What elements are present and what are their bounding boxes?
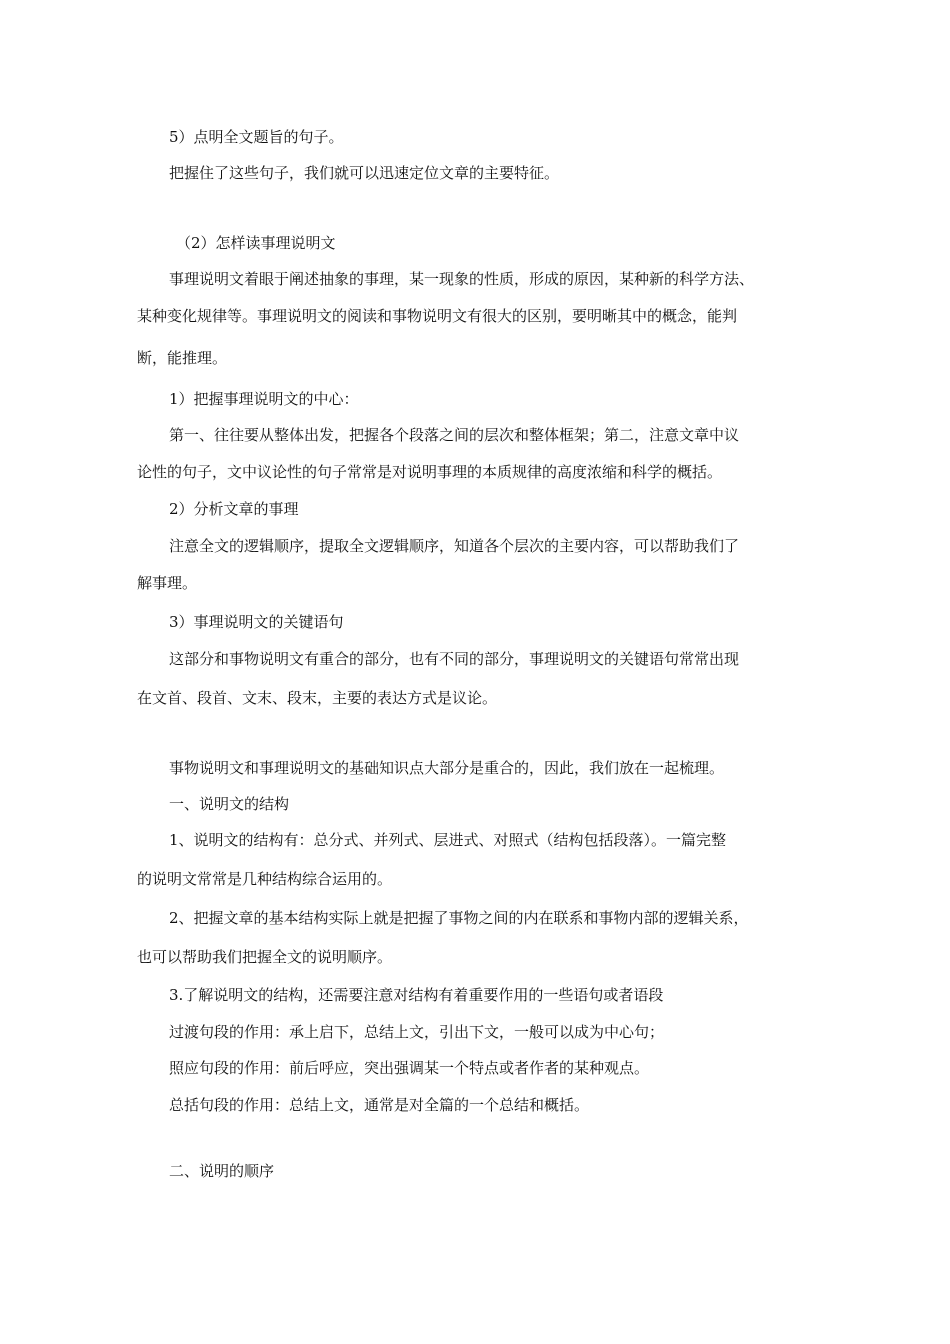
text-line: 1、说明文的结构有：总分式、并列式、层进式、对照式（结构包括段落）。一篇完整 bbox=[169, 831, 727, 849]
text-line: 第一、往往要从整体出发，把握各个段落之间的层次和整体框架；第二，注意文章中议 bbox=[169, 426, 740, 444]
text-line: 的说明文常常是几种结构综合运用的。 bbox=[137, 870, 393, 888]
text-line: 解事理。 bbox=[137, 574, 198, 592]
text-line: 过渡句段的作用：承上启下，总结上文，引出下文，一般可以成为中心句； bbox=[169, 1023, 665, 1041]
text-line: 3.了解说明文的结构，还需要注意对结构有着重要作用的一些语句或者语段 bbox=[169, 986, 664, 1004]
subheading: 2）分析文章的事理 bbox=[169, 500, 299, 518]
text-line: 事物说明文和事理说明文的基础知识点大部分是重合的，因此，我们放在一起梳理。 bbox=[169, 759, 725, 777]
section-heading: 二、说明的顺序 bbox=[169, 1162, 275, 1180]
subheading: 1）把握事理说明文的中心： bbox=[169, 390, 359, 408]
text-line: 在文首、段首、文末、段末，主要的表达方式是议论。 bbox=[137, 689, 498, 707]
text-line: 5）点明全文题旨的句子。 bbox=[169, 128, 344, 146]
section-heading: 一、说明文的结构 bbox=[169, 795, 290, 813]
subheading: 3）事理说明文的关键语句 bbox=[169, 613, 344, 631]
text-line: 注意全文的逻辑顺序，提取全文逻辑顺序，知道各个层次的主要内容，可以帮助我们了 bbox=[169, 537, 740, 555]
text-line: 这部分和事物说明文有重合的部分，也有不同的部分，事理说明文的关键语句常常出现 bbox=[169, 650, 740, 668]
text-line: 某种变化规律等。事理说明文的阅读和事物说明文有很大的区别，要明晰其中的概念，能判 bbox=[137, 307, 738, 325]
text-line: 也可以帮助我们把握全文的说明顺序。 bbox=[137, 948, 393, 966]
text-line: 把握住了这些句子，我们就可以迅速定位文章的主要特征。 bbox=[169, 164, 560, 182]
text-line: 总括句段的作用：总结上文，通常是对全篇的一个总结和概括。 bbox=[169, 1096, 590, 1114]
text-line: 断，能推理。 bbox=[137, 349, 228, 367]
section-heading: （2）怎样读事理说明文 bbox=[176, 234, 336, 252]
text-line: 论性的句子，文中议论性的句子常常是对说明事理的本质规律的高度浓缩和科学的概括。 bbox=[137, 463, 723, 481]
text-line: 2、把握文章的基本结构实际上就是把握了事物之间的内在联系和事物内部的逻辑关系， bbox=[169, 909, 749, 927]
text-line: 事理说明文着眼于阐述抽象的事理，某一现象的性质，形成的原因，某种新的科学方法、 bbox=[169, 270, 755, 288]
text-line: 照应句段的作用：前后呼应，突出强调某一个特点或者作者的某种观点。 bbox=[169, 1059, 650, 1077]
